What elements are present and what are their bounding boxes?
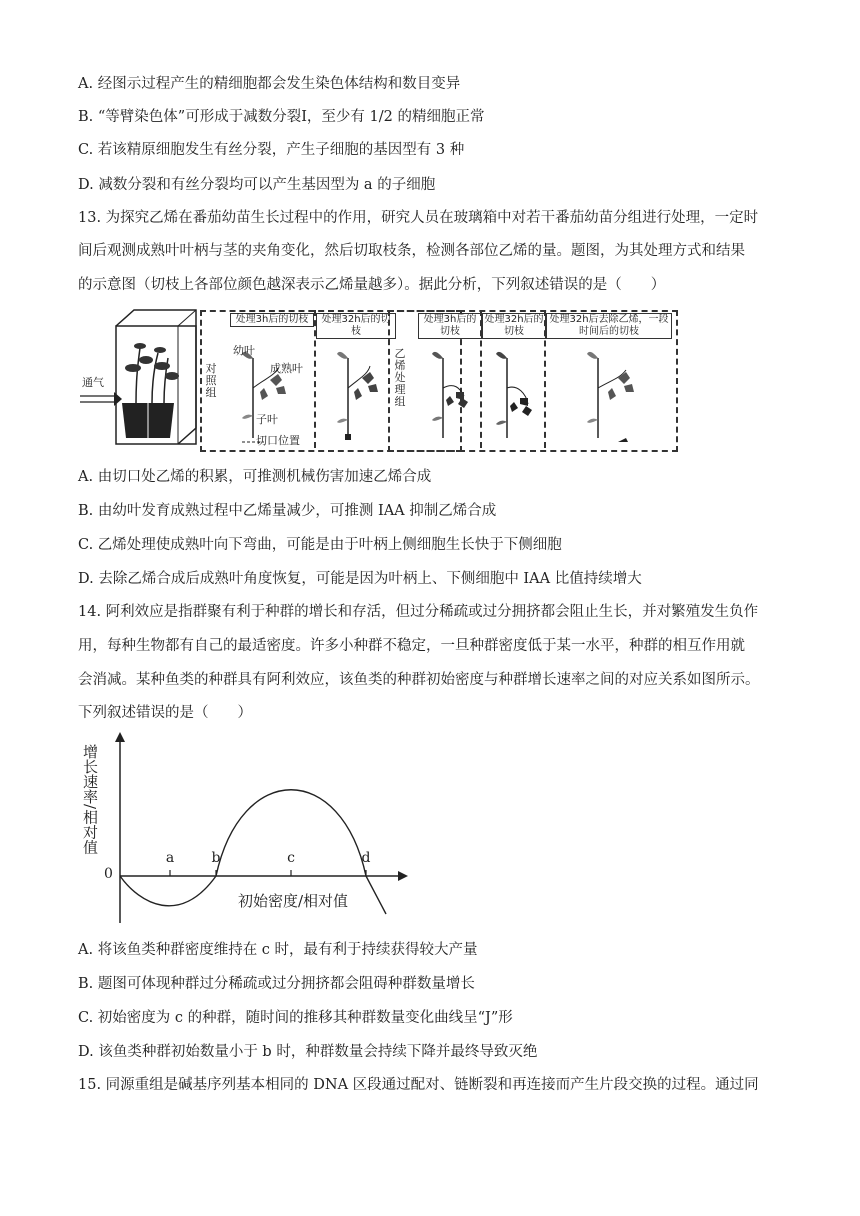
young-leaf-label: 幼叶 — [233, 344, 255, 357]
control-header-3h: 处理3h后的切枝 — [230, 313, 314, 327]
y-axis-arrow — [115, 732, 125, 742]
point-label-a: a — [165, 850, 175, 866]
q14-stem-line-4: 下列叙述错误的是（ ） — [78, 705, 252, 721]
allee-effect-chart — [78, 728, 418, 928]
point-label-b: b — [211, 850, 221, 866]
mature-leaf-label: 成熟叶 — [270, 362, 303, 375]
q14-stem-line-1: 14. 阿利效应是指群聚有利于种群的增长和存活，但过分稀疏或过分拥挤都会阻止生长，并对繁殖发生负作 — [78, 604, 759, 620]
ethylene-header-3h: 处理3h后的切枝 — [418, 313, 482, 339]
control-cutting-32h — [318, 338, 398, 448]
x-axis-label: 初始密度/相对值 — [238, 892, 349, 910]
q12-option-c: C. 若该精原细胞发生有丝分裂，产生子细胞的基因型有 3 种 — [78, 142, 465, 158]
q14-option-c: C. 初始密度为 c 的种群，随时间的推移其种群数量变化曲线呈“J”形 — [78, 1010, 513, 1026]
ethylene-group-label: 乙烯处理组 — [394, 347, 406, 408]
ethylene-cutting-32h — [482, 338, 542, 448]
q14-option-d: D. 该鱼类种群初始数量小于 b 时，种群数量会持续下降并最终导致灭绝 — [78, 1044, 538, 1060]
ethylene-divider-2 — [544, 310, 546, 448]
q12-option-b: B. “等臂染色体”可形成于减数分裂Ⅰ，至少有 1/2 的精细胞正常 — [78, 109, 485, 125]
q14-option-b: B. 题图可体现种群过分稀疏或过分拥挤都会阻碍种群数量增长 — [78, 976, 475, 992]
q13-stem-line-3: 的示意图（切枝上各部位颜色越深表示乙烯量越多）。据此分析，下列叙述错误的是（ ） — [78, 277, 666, 293]
q13-option-b: B. 由幼叶发育成熟过程中乙烯量减少，可推测 IAA 抑制乙烯合成 — [78, 503, 497, 519]
cotyledon-label: 子叶 — [256, 413, 278, 426]
vent-label: 通气 — [82, 376, 104, 389]
q12-option-a: A. 经图示过程产生的精细胞都会发生染色体结构和数目变异 — [78, 76, 461, 92]
x-axis-arrow — [398, 871, 408, 881]
q13-option-c: C. 乙烯处理使成熟叶向下弯曲，可能是由于叶柄上侧细胞生长快于下侧细胞 — [78, 537, 562, 553]
q14-stem-line-3: 会消减。某种鱼类的种群具有阿利效应，该鱼类的种群初始密度与种群增长速率之间的对应关系如图所示。 — [78, 672, 760, 688]
q12-option-d: D. 减数分裂和有丝分裂均可以产生基因型为 a 的子细胞 — [78, 177, 436, 193]
cut-position-label: 切口位置 — [256, 434, 300, 447]
ethylene-header-32h: 处理32h后的切枝 — [482, 313, 546, 339]
ethylene-cutting-removed — [558, 338, 668, 448]
control-group-label: 对照组 — [205, 362, 217, 399]
q13-figure — [78, 308, 678, 453]
q15-stem-line-1: 15. 同源重组是碱基序列基本相同的 DNA 区段通过配对、链断裂和再连接而产生片段交换的过程。通过同 — [78, 1077, 759, 1093]
point-label-d: d — [361, 850, 371, 866]
q13-option-d: D. 去除乙烯合成后成熟叶角度恢复，可能是因为叶柄上、下侧细胞中 IAA 比值持续增大 — [78, 571, 642, 587]
control-divider — [314, 310, 316, 448]
q14-option-a: A. 将该鱼类种群密度维持在 c 时，最有利于持续获得较大产量 — [78, 942, 478, 958]
q13-stem-line-1: 13. 为探究乙烯在番茄幼苗生长过程中的作用，研究人员在玻璃箱中对若干番茄幼苗分组进行处理，一定时 — [78, 210, 759, 226]
q13-option-a: A. 由切口处乙烯的积累，可推测机械伤害加速乙烯合成 — [78, 469, 432, 485]
origin-label: 0 — [104, 866, 113, 882]
q13-stem-line-2: 间后观测成熟叶叶柄与茎的夹角变化，然后切取枝条，检测各部位乙烯的量。题图，为其处理方式和结果 — [78, 243, 745, 259]
control-header-32h: 处理32h后的切枝 — [316, 313, 396, 339]
ethylene-header-removed: 处理32h后去除乙烯，一段时间后的切枝 — [546, 313, 672, 339]
ethylene-cutting-3h — [418, 338, 478, 448]
y-axis-label: 增长速率/相对值 — [81, 744, 99, 855]
q14-stem-line-2: 用，每种生物都有自己的最适密度。许多小种群不稳定，一旦种群密度低于某一水平，种群的相互作用就 — [78, 638, 745, 654]
point-label-c: c — [287, 850, 295, 866]
